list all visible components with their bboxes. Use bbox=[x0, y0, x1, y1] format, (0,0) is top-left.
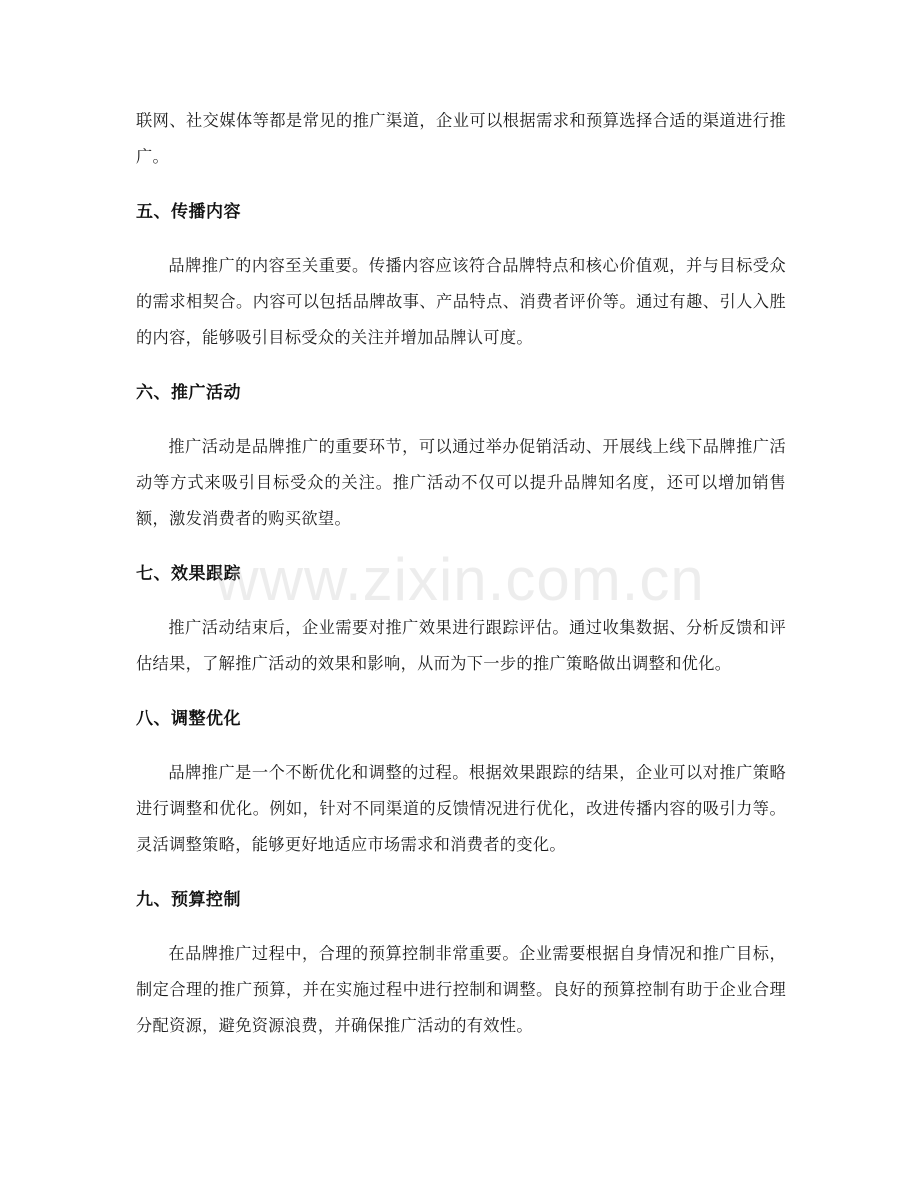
intro-paragraph: 联网、社交媒体等都是常见的推广渠道，企业可以根据需求和预算选择合适的渠道进行推广。 bbox=[136, 111, 786, 166]
section-heading-7: 七、效果跟踪 bbox=[136, 564, 241, 584]
section-body-6: 推广活动是品牌推广的重要环节，可以通过举办促销活动、开展线上线下品牌推广活动等方式来吸引目标受众的关注。推广活动不仅可以提升品牌知名度，还可以增加销售额，激发消费者的购买欲望。 bbox=[136, 437, 786, 528]
section-body-5: 品牌推广的内容至关重要。传播内容应该符合品牌特点和核心价值观，并与目标受众的需求相契合。内容可以包括品牌故事、产品特点、消费者评价等。通过有趣、引人入胜的内容，能够吸引目标受众的关注并增加品牌认可度。 bbox=[136, 256, 786, 347]
watermark-text: www.zixin.com.cn bbox=[215, 546, 705, 613]
section-body-8: 品牌推广是一个不断优化和调整的过程。根据效果跟踪的结果，企业可以对推广策略进行调整和优化。例如，针对不同渠道的反馈情况进行优化，改进传播内容的吸引力等。灵活调整策略，能够更好地适应市场需求和消费者的变化。 bbox=[136, 763, 786, 854]
section-body-9: 在品牌推广过程中，合理的预算控制非常重要。企业需要根据自身情况和推广目标，制定合理的推广预算，并在实施过程中进行控制和调整。良好的预算控制有助于企业合理分配资源，避免资源浪费，并确保推广活动的有效性。 bbox=[136, 944, 786, 1035]
section-body-7: 推广活动结束后，企业需要对推广效果进行跟踪评估。通过收集数据、分析反馈和评估结果，了解推广活动的效果和影响，从而为下一步的推广策略做出调整和优化。 bbox=[136, 618, 786, 673]
document-body bbox=[136, 103, 786, 1044]
section-heading-8: 八、调整优化 bbox=[136, 709, 241, 729]
section-heading-6: 六、推广活动 bbox=[136, 383, 241, 403]
section-heading-5: 五、传播内容 bbox=[136, 202, 241, 222]
section-heading-9: 九、预算控制 bbox=[136, 890, 241, 910]
